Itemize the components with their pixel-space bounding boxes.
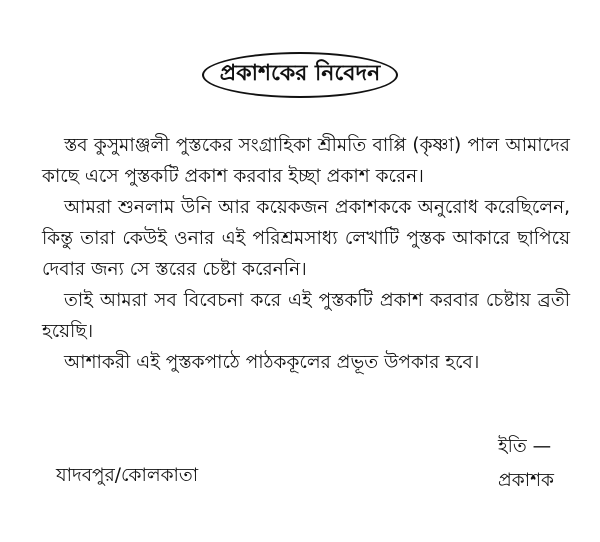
place-text: যাদবপুর/কোলকাতা <box>56 465 199 486</box>
document-body <box>42 130 570 378</box>
title-container <box>0 52 600 98</box>
paragraph-2: আমরা শুনলাম উনি আর কয়েকজন প্রকাশককে অনুরোধ করেছিলেন, কিন্তু তারা কেউই ওনার এই পরিশ্রমসাধ্য লেখাটি পুস্তক আকারে ছাপিয়ে দেবার জন্য সে স্তরের চেষ্টা করেননি। <box>42 197 570 280</box>
signoff-block <box>498 430 554 498</box>
signature-text: প্রকাশক <box>497 470 554 491</box>
paragraph-3: তাই আমরা সব বিবেচনা করে এই পুস্তকটি প্রকাশ করবার চেষ্টায় ব্রতী হয়েছি। <box>42 290 570 342</box>
paragraph-1: স্তব কুসুমাঞ্জলী পুস্তকের সংগ্রাহিকা শ্রীমতি বাপ্পি (কৃষ্ণা) পাল আমাদের কাছে এসে পুস্তকটি প্রকাশ করবার ইচ্ছা প্রকাশ করেন। <box>42 135 570 187</box>
closing-text: ইতি — <box>497 436 552 457</box>
paragraph-4: আশাকরী এই পুস্তকপাঠে পাঠককূলের প্রভূত উপকার হবে। <box>64 352 480 373</box>
page-title: প্রকাশকের নিবেদন <box>202 52 398 98</box>
